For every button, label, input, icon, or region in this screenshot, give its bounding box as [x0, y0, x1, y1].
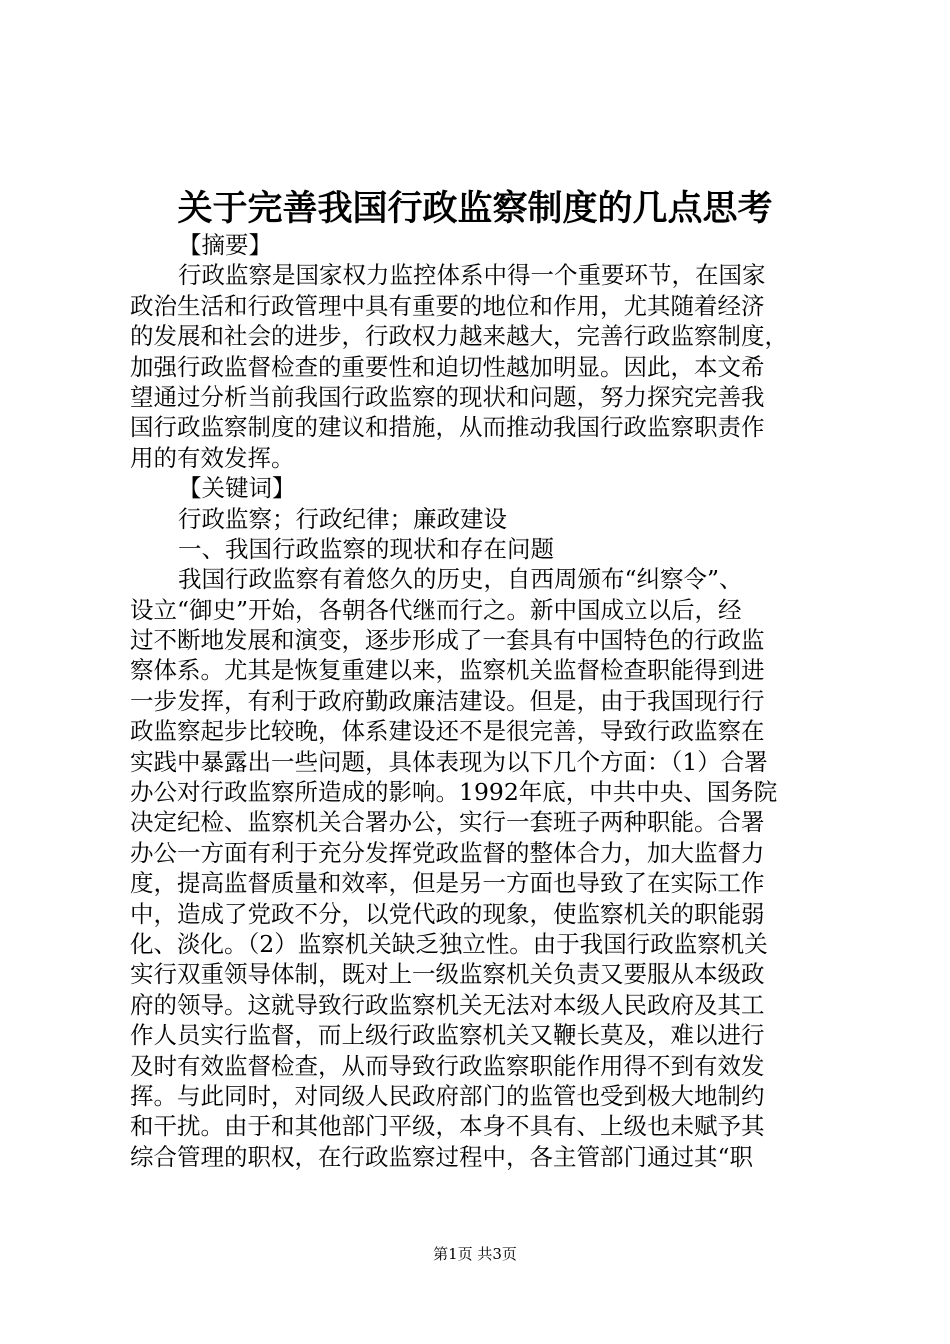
body-line: 一、我国行政监察的现状和存在问题 — [178, 534, 554, 563]
body-line: 决定纪检、监察机关合署办公，实行一套班子两种职能。合署 — [130, 808, 765, 837]
body-line: 加强行政监督检查的重要性和迫切性越加明显。因此，本文希 — [130, 352, 765, 381]
body-line: 行政监察是国家权力监控体系中得一个重要环节，在国家 — [178, 261, 766, 290]
body-line: 过不断地发展和演变，逐步形成了一套具有中国特色的行政监 — [130, 626, 765, 655]
body-line: 综合管理的职权，在行政监察过程中，各主管部门通过其“职 — [130, 1142, 754, 1171]
body-line: 行政监察；行政纪律；廉政建设 — [178, 504, 507, 533]
body-line: 一步发挥，有利于政府勤政廉洁建设。但是，由于我国现行行 — [130, 686, 765, 715]
body-line: 我国行政监察有着悠久的历史，自西周颁布“纠察令”、 — [178, 565, 743, 594]
body-line: 办公一方面有利于充分发挥党政监督的整体合力，加大监督力 — [130, 838, 765, 867]
body-line: 的发展和社会的进步，行政权力越来越大，完善行政监察制度， — [130, 322, 788, 351]
body-line: 国行政监察制度的建议和措施，从而推动我国行政监察职责作 — [130, 413, 765, 442]
body-line: 作人员实行监督，而上级行政监察机关又鞭长莫及，难以进行 — [130, 1021, 765, 1050]
body-line: 用的有效发挥。 — [130, 443, 295, 472]
body-line: 实行双重领导体制，既对上一级监察机关负责又要服从本级政 — [130, 960, 765, 989]
document-title: 关于完善我国行政监察制度的几点思考 — [177, 188, 773, 229]
body-line: 【摘要】 — [178, 231, 272, 259]
body-line: 政治生活和行政管理中具有重要的地位和作用，尤其随着经济 — [130, 291, 765, 320]
body-line: 【关键词】 — [178, 474, 296, 503]
body-line: 和干扰。由于和其他部门平级，本身不具有、上级也未赋予其 — [130, 1112, 765, 1141]
body-line: 察体系。尤其是恢复重建以来，监察机关监督检查职能得到进 — [130, 656, 765, 685]
body-line: 度，提高监督质量和效率，但是另一方面也导致了在实际工作 — [130, 869, 765, 898]
body-line: 府的领导。这就导致行政监察机关无法对本级人民政府及其工 — [130, 990, 765, 1019]
body-line: 望通过分析当前我国行政监察的现状和问题，努力探究完善我 — [130, 382, 765, 411]
body-line: 挥。与此同时，对同级人民政府部门的监管也受到极大地制约 — [130, 1081, 765, 1110]
body-line: 化、淡化。（2）监察机关缺乏独立性。由于我国行政监察机关 — [130, 929, 768, 958]
page-footer: 第1页 共3页 — [433, 1245, 517, 1263]
body-line: 设立“御史”开始，各朝各代继而行之。新中国成立以后，经 — [130, 595, 742, 624]
body-line: 中，造成了党政不分，以党代政的现象，使监察机关的职能弱 — [130, 899, 765, 928]
body-line: 实践中暴露出一些问题，具体表现为以下几个方面：（1）合署 — [130, 747, 768, 776]
document-body — [130, 230, 826, 1172]
body-line: 及时有效监督检查，从而导致行政监察职能作用得不到有效发 — [130, 1051, 765, 1080]
body-line: 办公对行政监察所造成的影响。1992年底，中共中央、国务院 — [130, 778, 778, 807]
body-line: 政监察起步比较晚，体系建设还不是很完善，导致行政监察在 — [130, 717, 765, 746]
